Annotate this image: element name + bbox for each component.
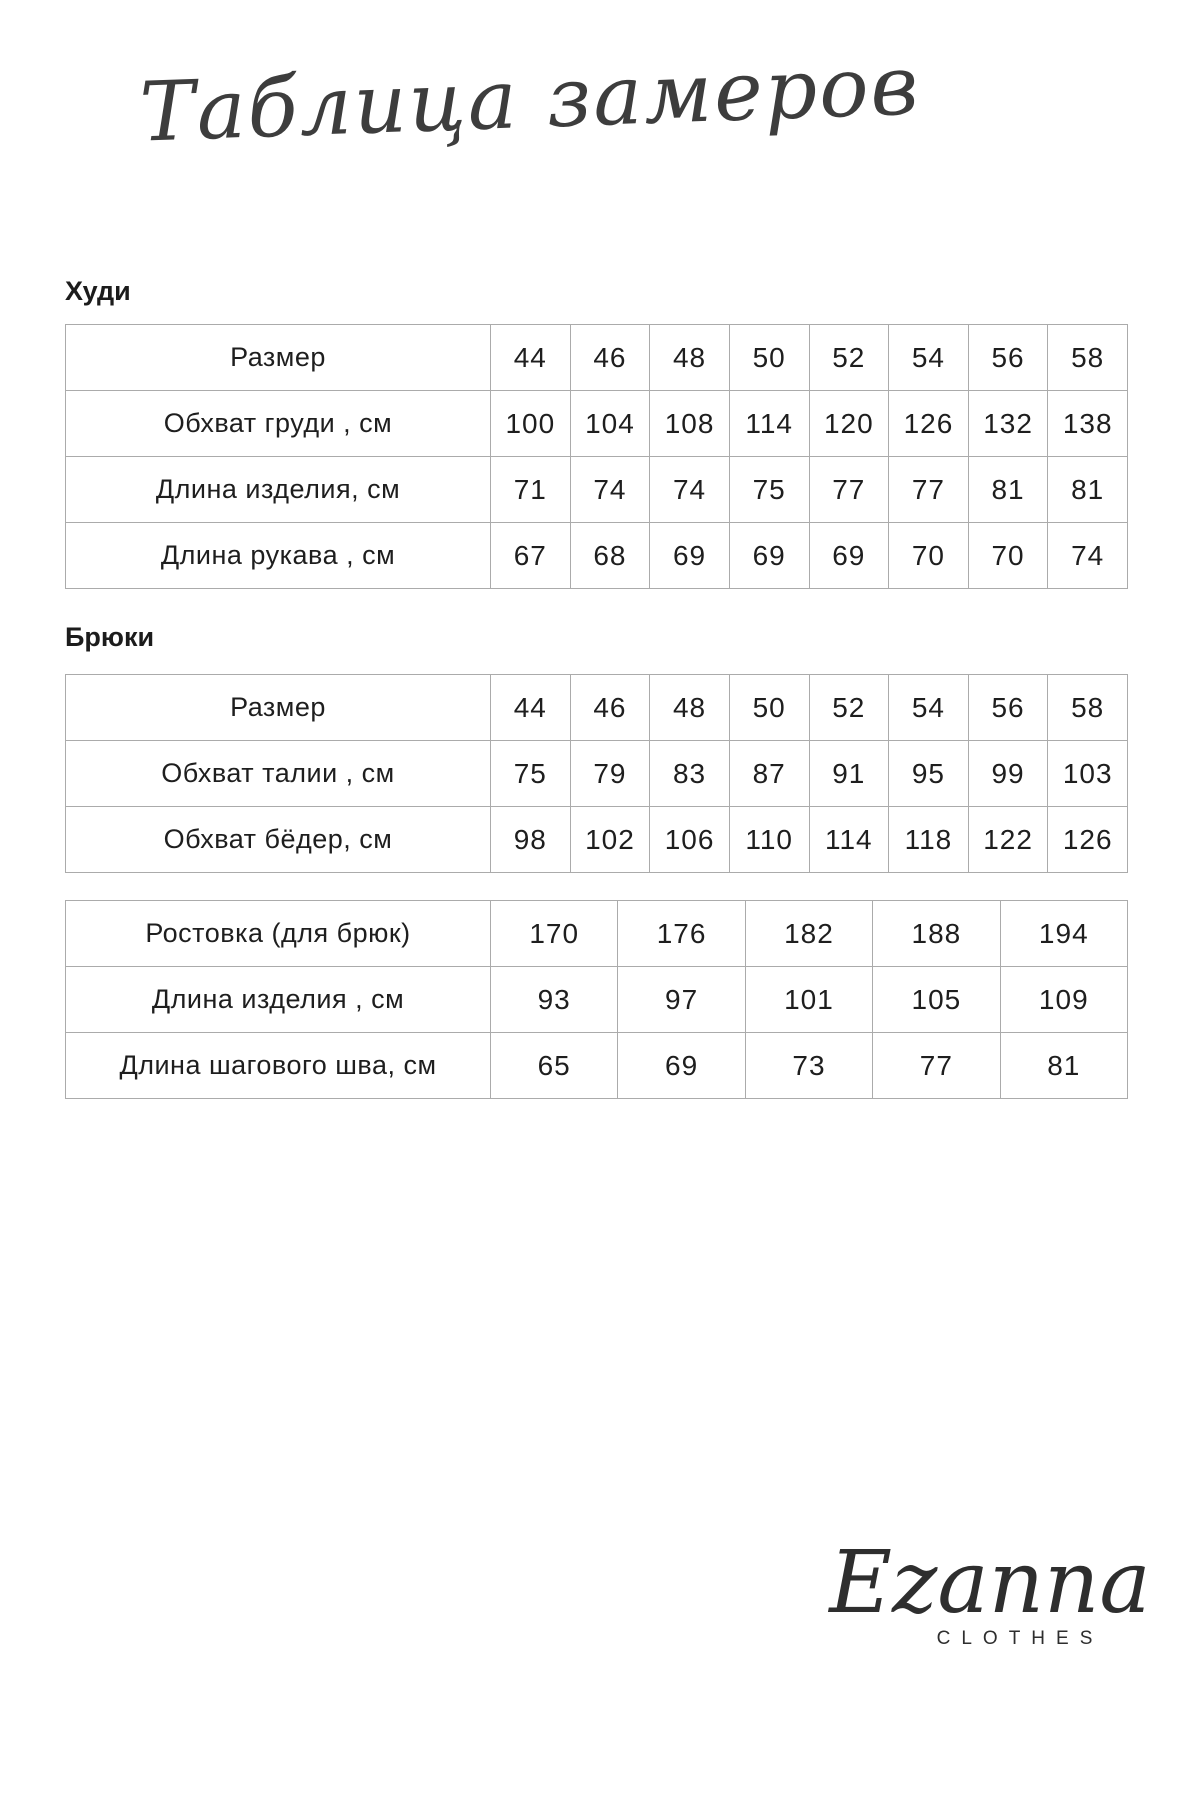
- brand-logo: [820, 1533, 1160, 1650]
- value-cell: 83: [650, 741, 730, 807]
- value-cell: 118: [889, 807, 969, 873]
- row-label: Обхват талии , см: [66, 741, 491, 807]
- value-cell: 69: [618, 1033, 745, 1099]
- value-cell: 114: [809, 807, 889, 873]
- value-cell: 75: [491, 741, 571, 807]
- value-cell: 93: [491, 967, 618, 1033]
- value-cell: 67: [491, 523, 571, 589]
- row-label: Длина изделия , см: [66, 967, 491, 1033]
- value-cell: 101: [745, 967, 872, 1033]
- row-label: Размер: [66, 325, 491, 391]
- value-cell: 91: [809, 741, 889, 807]
- value-cell: 188: [873, 901, 1000, 967]
- value-cell: 58: [1048, 325, 1128, 391]
- value-cell: 109: [1000, 967, 1127, 1033]
- row-label: Обхват груди , см: [66, 391, 491, 457]
- value-cell: 48: [650, 675, 730, 741]
- value-cell: 81: [1000, 1033, 1127, 1099]
- pants-length-table: [65, 900, 1128, 1099]
- table-row: [66, 807, 1128, 873]
- value-cell: 170: [491, 901, 618, 967]
- value-cell: 46: [570, 675, 650, 741]
- value-cell: 70: [968, 523, 1048, 589]
- value-cell: 50: [729, 325, 809, 391]
- value-cell: 108: [650, 391, 730, 457]
- row-label: Длина рукава , см: [66, 523, 491, 589]
- value-cell: 69: [809, 523, 889, 589]
- value-cell: 48: [650, 325, 730, 391]
- value-cell: 69: [650, 523, 730, 589]
- page-title-script: Таблица замеров: [138, 38, 922, 161]
- table-row: [66, 675, 1128, 741]
- value-cell: 52: [809, 675, 889, 741]
- value-cell: 120: [809, 391, 889, 457]
- value-cell: 102: [570, 807, 650, 873]
- value-cell: 182: [745, 901, 872, 967]
- row-label: Ростовка (для брюк): [66, 901, 491, 967]
- section-heading-hoodie: Худи: [65, 276, 131, 306]
- value-cell: 74: [570, 457, 650, 523]
- value-cell: 54: [889, 675, 969, 741]
- value-cell: 52: [809, 325, 889, 391]
- section-heading-pants: Брюки: [65, 622, 155, 652]
- row-label: Размер: [66, 675, 491, 741]
- value-cell: 77: [809, 457, 889, 523]
- value-cell: 74: [650, 457, 730, 523]
- row-label: Длина изделия, см: [66, 457, 491, 523]
- value-cell: 71: [491, 457, 571, 523]
- row-label: Обхват бёдер, см: [66, 807, 491, 873]
- value-cell: 132: [968, 391, 1048, 457]
- value-cell: 75: [729, 457, 809, 523]
- brand-name-script: Ezanna: [829, 1533, 1151, 1633]
- table-row: [66, 457, 1128, 523]
- value-cell: 73: [745, 1033, 872, 1099]
- value-cell: 44: [491, 325, 571, 391]
- value-cell: 87: [729, 741, 809, 807]
- value-cell: 81: [968, 457, 1048, 523]
- value-cell: 70: [889, 523, 969, 589]
- table-row: [66, 901, 1128, 967]
- value-cell: 95: [889, 741, 969, 807]
- value-cell: 114: [729, 391, 809, 457]
- value-cell: 99: [968, 741, 1048, 807]
- value-cell: 122: [968, 807, 1048, 873]
- value-cell: 58: [1048, 675, 1128, 741]
- value-cell: 98: [491, 807, 571, 873]
- table-row: [66, 741, 1128, 807]
- value-cell: 138: [1048, 391, 1128, 457]
- value-cell: 56: [968, 325, 1048, 391]
- table-row: [66, 325, 1128, 391]
- value-cell: 77: [873, 1033, 1000, 1099]
- value-cell: 81: [1048, 457, 1128, 523]
- value-cell: 50: [729, 675, 809, 741]
- value-cell: 103: [1048, 741, 1128, 807]
- hoodie-size-table: [65, 324, 1128, 589]
- row-label: Длина шагового шва, см: [66, 1033, 491, 1099]
- value-cell: 69: [729, 523, 809, 589]
- value-cell: 104: [570, 391, 650, 457]
- value-cell: 74: [1048, 523, 1128, 589]
- brand-subtitle: CLOTHES: [936, 1628, 1104, 1649]
- value-cell: 79: [570, 741, 650, 807]
- value-cell: 46: [570, 325, 650, 391]
- value-cell: 126: [1048, 807, 1128, 873]
- value-cell: 106: [650, 807, 730, 873]
- table-row: [66, 967, 1128, 1033]
- value-cell: 194: [1000, 901, 1127, 967]
- table-row: [66, 1033, 1128, 1099]
- value-cell: 97: [618, 967, 745, 1033]
- value-cell: 110: [729, 807, 809, 873]
- value-cell: 176: [618, 901, 745, 967]
- value-cell: 126: [889, 391, 969, 457]
- value-cell: 56: [968, 675, 1048, 741]
- value-cell: 100: [491, 391, 571, 457]
- table-row: [66, 523, 1128, 589]
- pants-size-table: [65, 674, 1128, 873]
- value-cell: 77: [889, 457, 969, 523]
- value-cell: 105: [873, 967, 1000, 1033]
- value-cell: 44: [491, 675, 571, 741]
- value-cell: 65: [491, 1033, 618, 1099]
- value-cell: 54: [889, 325, 969, 391]
- table-row: [66, 391, 1128, 457]
- value-cell: 68: [570, 523, 650, 589]
